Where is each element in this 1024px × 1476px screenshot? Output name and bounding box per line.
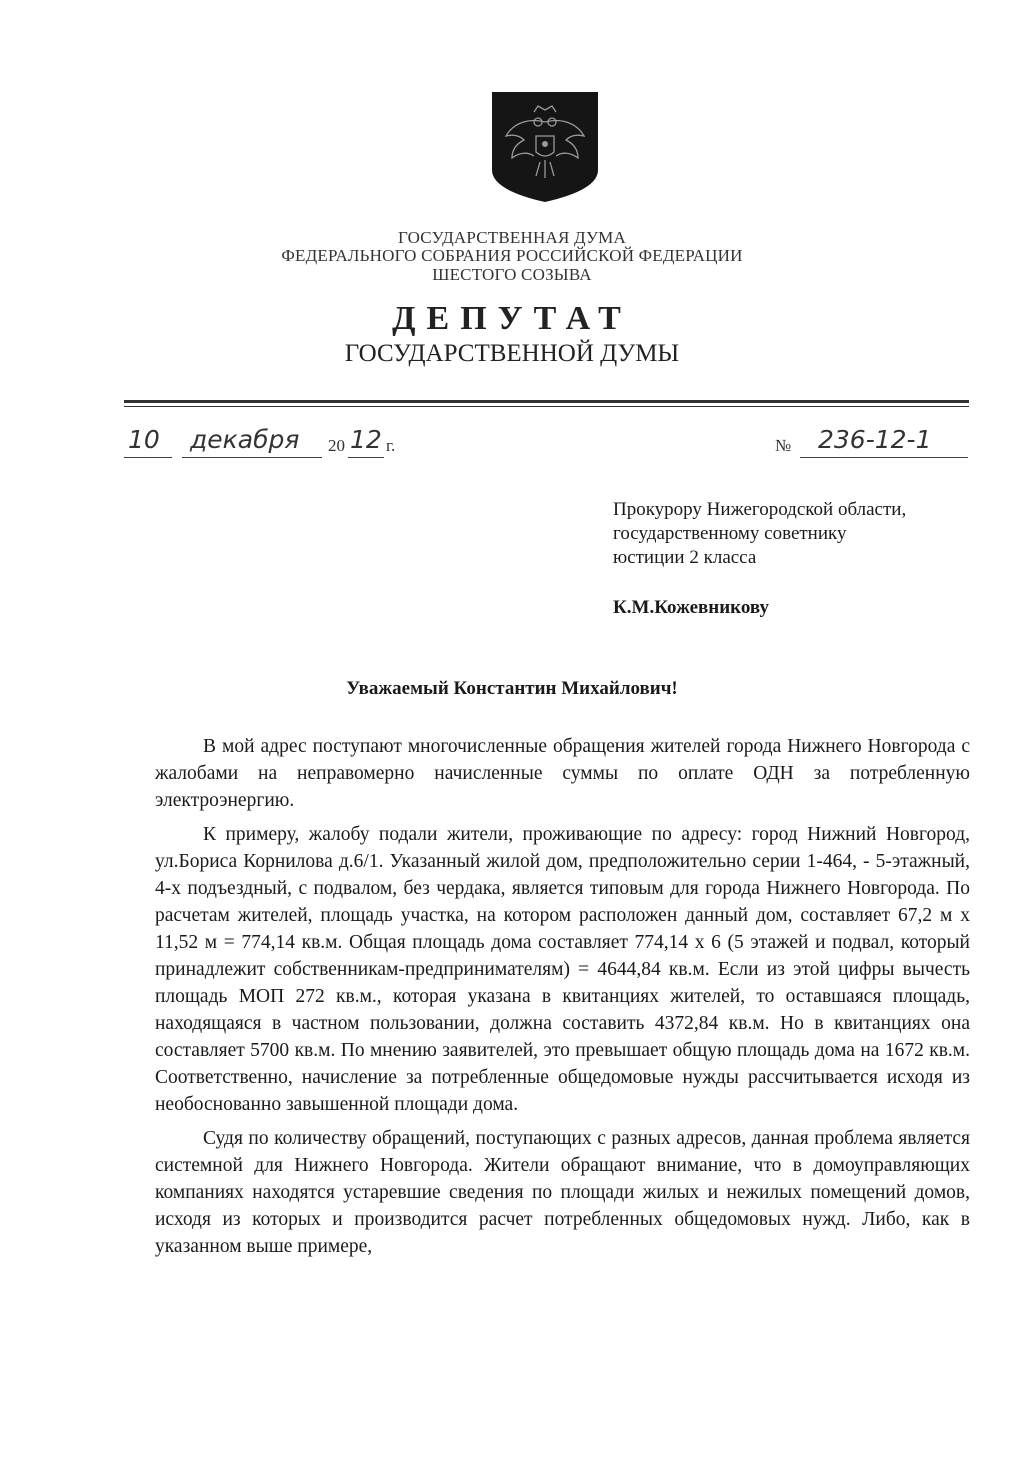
number-underline xyxy=(800,457,968,458)
date-month-underline xyxy=(182,457,322,458)
salutation: Уважаемый Константин Михайлович! xyxy=(346,678,678,699)
addressee-block xyxy=(613,498,973,570)
date-month: декабря xyxy=(190,425,300,454)
letter-body xyxy=(155,733,970,1267)
header-title: ДЕПУТАТ xyxy=(392,300,632,337)
letter-number: 236-12-1 xyxy=(818,425,932,454)
addressee-line1: Прокурору Нижегородской области, xyxy=(613,499,907,520)
date-year-underline xyxy=(348,457,384,458)
header-subtitle: ГОСУДАРСТВЕННОЙ ДУМЫ xyxy=(344,340,680,367)
body-paragraph-2: К примеру, жалобу подали жители, проживающие по адресу: город Нижний Новгород, ул.Бориса Корнилова д.6/1. Указанный жилой дом, предположительно серии 1-464, - 5-этажный, 4-х подъездный, с подвалом, без чердака, является типовым для города Нижнего Новгорода. По расчетам жителей, площадь участка, на котором расположен данный дом, составляет 67,2 м х 11,52 м = 774,14 кв.м. Общая площадь дома составляет 774,14 х 6 (5 этажей и подвал, который принадлежит собственникам-предпринимателям) = 4644,84 кв.м. Если из этой цифры вычесть площадь МОП 272 кв.м., которая указана в квитанциях жителей, то оставшаяся площадь, находящаяся в частном пользовании, должна составить 4372,84 кв.м. Но в квитанциях она составляет 5700 кв.м. По мнению заявителей, это превышает общую площадь дома на 1672 кв.м. Соответственно, начисление за потребленные общедомовые нужды рассчитывается исходя из необоснованно завышенной площади дома. xyxy=(155,824,970,1115)
number-label: № xyxy=(775,436,792,455)
header-divider-thin xyxy=(124,406,969,407)
date-day-underline xyxy=(124,457,172,458)
header-org-line3: ШЕСТОГО СОЗЫВА xyxy=(432,265,592,284)
header-org-line1: ГОСУДАРСТВЕННАЯ ДУМА xyxy=(398,228,626,247)
letter-date-number-row xyxy=(120,425,980,465)
header-org-line2: ФЕДЕРАЛЬНОГО СОБРАНИЯ РОССИЙСКОЙ ФЕДЕРАЦИИ xyxy=(281,246,743,265)
header-divider-thick xyxy=(124,400,969,403)
addressee-name: К.М.Кожевникову xyxy=(613,597,770,618)
body-paragraph-1: В мой адрес поступают многочисленные обращения жителей города Нижнего Новгорода с жалобами на неправомерно начисленные суммы по оплате ОДН за потребленную электроэнергию. xyxy=(155,736,970,811)
addressee-line3: юстиции 2 класса xyxy=(613,547,757,568)
date-year-prefix: 20 xyxy=(328,436,345,455)
body-paragraph-3: Судя по количеству обращений, поступающих с разных адресов, данная проблема является системной для Нижнего Новгорода. Жители обращают внимание, что в домоуправляющих компаниях находятся устаревшие сведения по площади жилых и нежилых помещений домов, исходя из которых и производится расчет потребленных общедомовых нужд. Либо, как в указанном выше примере, xyxy=(155,1128,970,1257)
date-year-mark: г. xyxy=(386,436,396,455)
date-year-suffix: 12 xyxy=(350,425,382,454)
state-emblem-icon xyxy=(490,92,600,202)
addressee-line2: государственному советнику xyxy=(613,523,847,544)
date-day: 10 xyxy=(128,425,160,454)
